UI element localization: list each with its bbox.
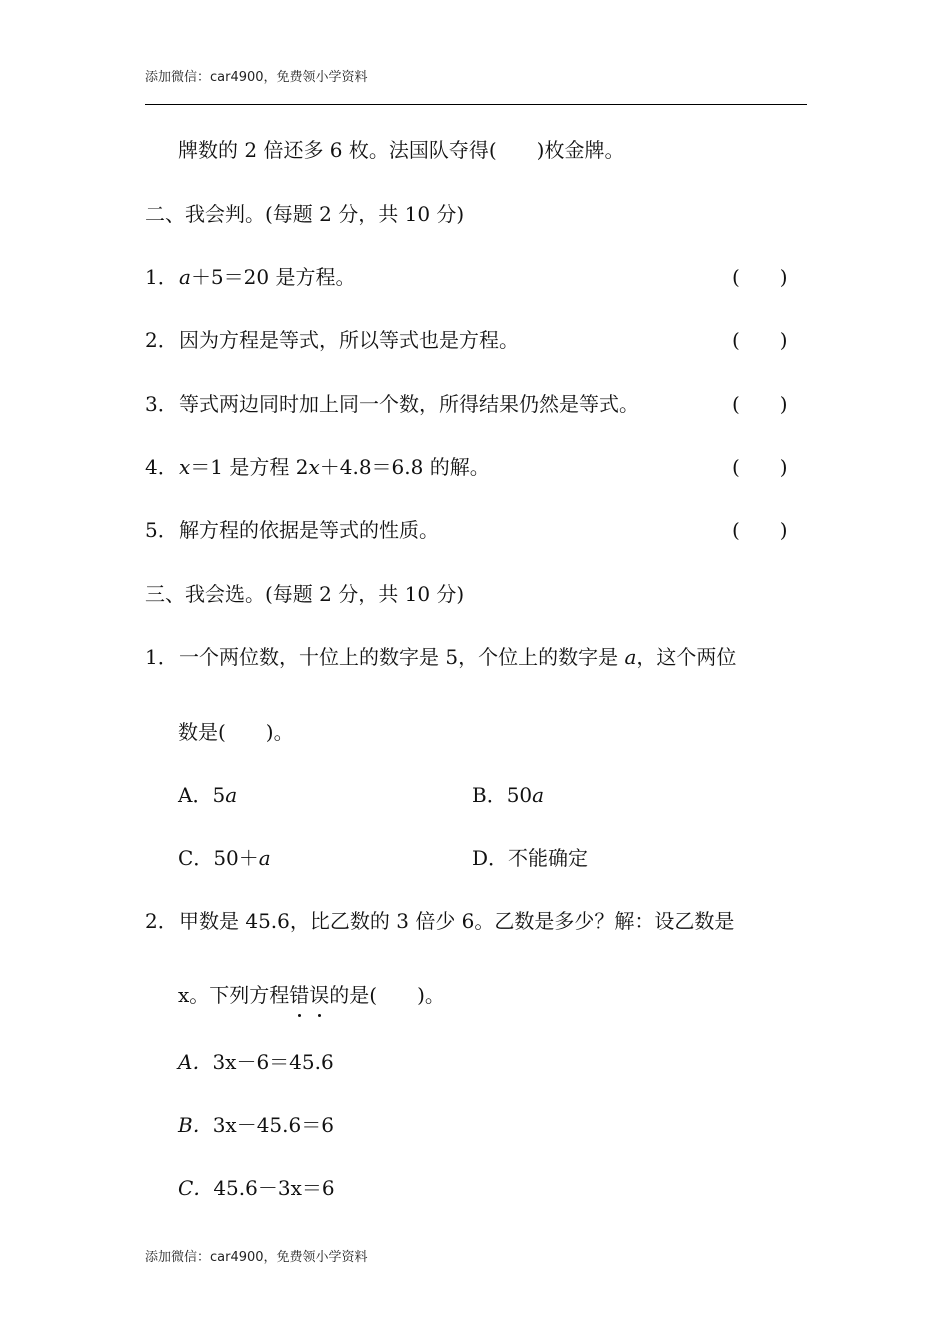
item-text: ＋5＝20 是方程。 <box>190 265 356 289</box>
variable: x <box>308 455 320 479</box>
section3-title: 三、我会选。(每题 2 分，共 10 分) <box>145 582 465 606</box>
variable: a <box>624 645 637 669</box>
option-label: C． <box>178 1176 214 1200</box>
option-text: 50 <box>506 783 533 807</box>
item-number: 1． <box>145 645 178 669</box>
q1-option-b[interactable] <box>472 781 544 809</box>
q2-option-a[interactable] <box>178 1048 334 1076</box>
judge-item-5 <box>145 516 439 544</box>
variable: a <box>179 265 191 289</box>
judge-item-2 <box>145 326 519 354</box>
item-number: 2． <box>145 328 178 352</box>
judge-item-3 <box>145 390 639 418</box>
choice-q1-line1 <box>145 643 736 671</box>
option-label: B． <box>472 783 507 807</box>
option-label: A． <box>178 783 213 807</box>
q2-text-a: x。下列方程 <box>178 983 290 1007</box>
item-text: 解方程的依据是等式的性质。 <box>179 518 439 542</box>
option-label: A． <box>178 1050 213 1074</box>
answer-paren-1[interactable]: ( ) <box>732 265 788 289</box>
option-label: B． <box>178 1113 213 1137</box>
item-number: 1． <box>145 265 178 289</box>
q1-text-a: 一个两位数，十位上的数字是 5，个位上的数字是 <box>179 645 625 669</box>
choice-q1-line2: 数是( )。 <box>178 720 294 744</box>
carryover-line: 牌数的 2 倍还多 6 枚。法国队夺得( )枚金牌。 <box>178 138 625 162</box>
item-text: 因为方程是等式，所以等式也是方程。 <box>179 328 519 352</box>
q1-option-a[interactable] <box>178 781 237 809</box>
judge-item-4 <box>145 453 490 481</box>
q2-text-b: 的是( )。 <box>329 983 445 1007</box>
emphasis-char: 错 <box>289 983 310 1007</box>
answer-paren-4[interactable]: ( ) <box>732 455 788 479</box>
header-divider <box>145 104 807 105</box>
item-number: 4． <box>145 455 178 479</box>
answer-paren-3[interactable]: ( ) <box>732 392 788 416</box>
option-text: 5 <box>212 783 226 807</box>
item-text-part: ＝1 是方程 2 <box>190 455 309 479</box>
q1-text-b: ，这个两位 <box>636 645 737 669</box>
item-number: 2． <box>145 909 178 933</box>
item-text: 等式两边同时加上同一个数，所得结果仍然是等式。 <box>179 392 639 416</box>
variable: a <box>258 846 271 870</box>
variable: a <box>225 783 238 807</box>
q2-option-c[interactable] <box>178 1174 335 1202</box>
variable: x <box>179 455 191 479</box>
q2-option-b[interactable] <box>178 1111 334 1139</box>
answer-paren-5[interactable]: ( ) <box>732 518 788 542</box>
option-text: 不能确定 <box>508 846 589 870</box>
q1-option-c[interactable] <box>178 844 271 872</box>
item-number: 5． <box>145 518 178 542</box>
choice-q2-line1 <box>145 907 734 935</box>
item-number: 3． <box>145 392 178 416</box>
option-text: 45.6－3x＝6 <box>213 1176 335 1200</box>
q2-text: 甲数是 45.6，比乙数的 3 倍少 6。乙数是多少？解：设乙数是 <box>179 909 735 933</box>
q1-option-d[interactable] <box>472 844 588 872</box>
item-text: ＋4.8＝6.8 的解。 <box>319 455 490 479</box>
option-label: C． <box>178 846 214 870</box>
option-text: 3x－45.6＝6 <box>212 1113 334 1137</box>
choice-q2-line2 <box>178 981 445 1009</box>
page-header: 添加微信：car4900，免费领小学资料 <box>145 70 368 85</box>
emphasis-char: 误 <box>309 983 330 1007</box>
section2-title: 二、我会判。(每题 2 分，共 10 分) <box>145 202 465 226</box>
judge-item-1 <box>145 263 355 291</box>
option-text: 50＋ <box>213 846 259 870</box>
option-label: D． <box>472 846 509 870</box>
option-text: 3x－6＝45.6 <box>212 1050 334 1074</box>
answer-paren-2[interactable]: ( ) <box>732 328 788 352</box>
page-footer: 添加微信：car4900，免费领小学资料 <box>145 1250 368 1265</box>
variable: a <box>532 783 545 807</box>
